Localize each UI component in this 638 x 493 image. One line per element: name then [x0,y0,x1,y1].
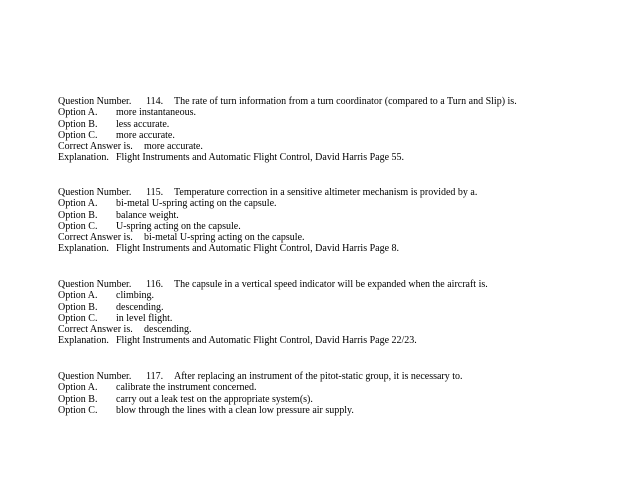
option-c-text: U-spring acting on the capsule. [116,220,241,232]
correct-answer-text: more accurate. [144,141,203,153]
option-b-label: Option B. [58,118,98,130]
question-text: Temperature correction in a sensitive altimeter mechanism is provided by a. [174,187,478,198]
option-c-line [58,221,628,232]
option-b-label: Option B. [58,393,98,405]
option-b-line [58,394,628,405]
option-b-text: balance weight. [116,209,179,221]
explanation-label: Explanation. [58,335,109,347]
correct-answer-line [58,232,628,243]
question-number: 115. [146,187,164,198]
correct-answer-label: Correct Answer is. [58,232,133,244]
question-text: After replacing an instrument of the pitot-static group, it is necessary to. [174,371,463,382]
option-a-text: more instantaneous. [116,107,196,119]
option-b-label: Option B. [58,209,98,221]
option-c-label: Option C. [58,404,98,416]
explanation-text: Flight Instruments and Automatic Flight Control, David Harris Page 22/23. [116,335,417,347]
question-number-label: Question Number. [58,187,132,198]
explanation-label: Explanation. [58,243,109,255]
explanation-label: Explanation. [58,152,109,164]
option-b-text: descending. [116,301,164,313]
correct-answer-line [58,141,628,152]
explanation-line [58,152,628,163]
question-line [58,279,628,290]
question-block-115 [58,187,628,255]
option-a-line [58,107,628,118]
question-number: 117. [146,371,164,382]
question-block-117 [58,371,628,416]
correct-answer-label: Correct Answer is. [58,324,133,336]
option-a-line [58,198,628,209]
correct-answer-text: descending. [144,324,192,336]
correct-answer-line [58,324,628,335]
correct-answer-text: bi-metal U-spring acting on the capsule. [144,232,305,244]
explanation-line [58,335,628,346]
question-number: 116. [146,279,164,290]
question-line [58,371,628,382]
option-a-label: Option A. [58,107,98,119]
question-number-label: Question Number. [58,279,132,290]
question-text: The capsule in a vertical speed indicator will be expanded when the aircraft is. [174,279,488,290]
explanation-text: Flight Instruments and Automatic Flight Control, David Harris Page 55. [116,152,405,164]
option-a-text: bi-metal U-spring acting on the capsule. [116,198,277,210]
option-b-line [58,210,628,221]
question-block-114 [58,96,628,164]
option-a-text: climbing. [116,290,155,302]
question-line [58,96,628,107]
option-b-line [58,119,628,130]
option-c-line [58,405,628,416]
option-a-line [58,382,628,393]
correct-answer-label: Correct Answer is. [58,141,133,153]
option-c-text: in level flight. [116,312,173,324]
option-c-label: Option C. [58,312,98,324]
option-c-text: more accurate. [116,129,175,141]
question-text: The rate of turn information from a turn coordinator (compared to a Turn and Slip) is. [174,96,517,107]
question-number-label: Question Number. [58,371,132,382]
explanation-text: Flight Instruments and Automatic Flight Control, David Harris Page 8. [116,243,400,255]
option-c-label: Option C. [58,220,98,232]
option-a-text: calibrate the instrument concerned. [116,382,257,394]
option-a-label: Option A. [58,382,98,394]
option-c-text: blow through the lines with a clean low pressure air supply. [116,404,354,416]
option-a-line [58,290,628,301]
question-number: 114. [146,96,164,107]
option-b-line [58,302,628,313]
option-c-line [58,130,628,141]
option-c-label: Option C. [58,129,98,141]
option-b-text: carry out a leak test on the appropriate system(s). [116,393,313,405]
question-number-label: Question Number. [58,96,132,107]
option-b-text: less accurate. [116,118,170,130]
option-b-label: Option B. [58,301,98,313]
explanation-line [58,243,628,254]
option-c-line [58,313,628,324]
question-line [58,187,628,198]
option-a-label: Option A. [58,198,98,210]
option-a-label: Option A. [58,290,98,302]
question-block-116 [58,279,628,347]
